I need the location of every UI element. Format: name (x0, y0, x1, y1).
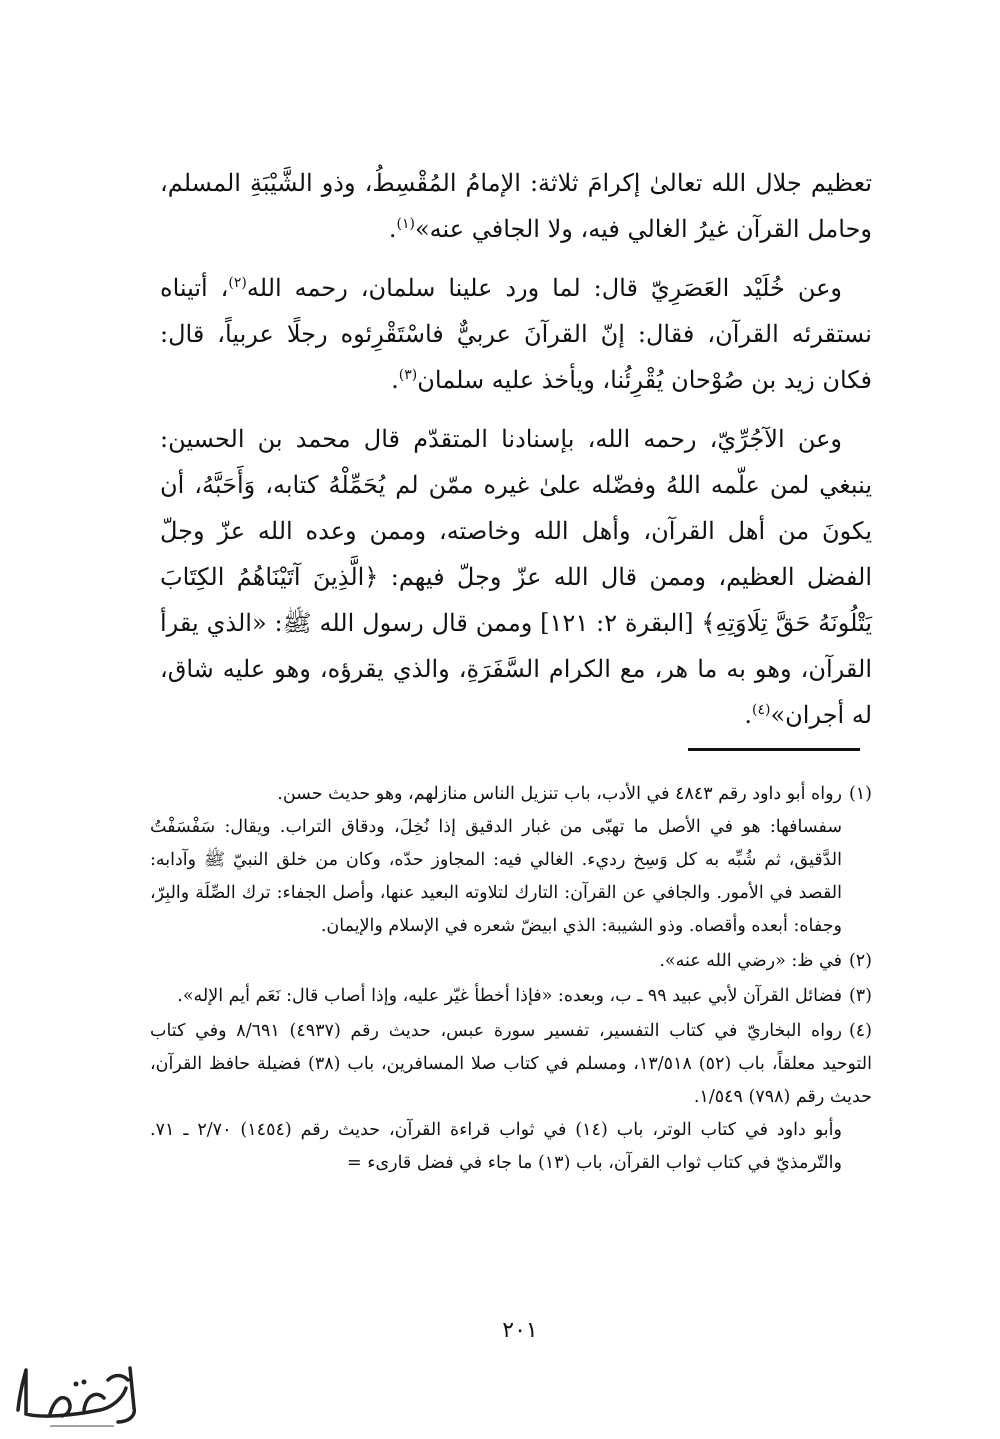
paragraph-end: . (388, 215, 397, 243)
paragraph-3 (160, 416, 872, 738)
main-text-body (160, 160, 872, 751)
calligraphy-logo (10, 1360, 145, 1432)
footnote-2 (150, 945, 872, 978)
footnote-text: رواه أبو داود رقم ٤٨٤٣ في الأدب، باب تنزيل الناس منازلهم، وهو حديث حسن. (277, 784, 842, 804)
page-number: ٢٠١ (502, 1318, 538, 1343)
footnote-number: (١) (848, 784, 872, 804)
footnote-separator (688, 748, 860, 751)
footnote-ref-1[interactable]: (١) (396, 216, 415, 232)
footnote-text: رواه البخاريّ في كتاب التفسير، تفسير سورة عبس، حديث رقم (٤٩٣٧) ٨/٦٩١ وفي كتاب التوحيد معلقاً، باب (٥٢) ١٣/٥١٨، ومسلم في كتاب صلا المسافرين، باب (٣٨) فضيلة حافظ القرآن، حديث رقم (٧٩٨) ١/٥٤٩. (150, 1021, 872, 1107)
footnote-4 (150, 1015, 872, 1180)
footnote-number: (٤) (848, 1021, 872, 1041)
footnote-text: فضائل القرآن لأبي عبيد ٩٩ ـ ب، وبعده: «فإذا أخطأ غيّر عليه، وإذا أصاب قال: نَعَم أيم الإله». (177, 986, 842, 1006)
footnote-ref-2[interactable]: (٢) (228, 275, 247, 291)
paragraph-text: ، أتيناه نستقرئه القرآن، فقال: إنّ القرآنَ عربيٌّ فاسْتَقْرِئوه رجلًا عربياً، قال: فكان زيد بن صُوْحان يُقْرِئُنا، ويأخذ عليه سلمان (160, 274, 872, 394)
paragraph-text: تعظيم جلال الله تعالىٰ إكرامَ ثلاثة: الإمامُ المُقْسِطُ، وذو الشَّيْبَةِ المسلم، وحامل القرآن غيرُ الغالي فيه، ولا الجافي عنه» (160, 169, 872, 243)
footnote-number: (٣) (848, 986, 872, 1006)
footnotes (150, 778, 872, 1182)
paragraph-end: . (391, 366, 399, 394)
footnote-text: سفسافها: هو في الأصل ما تهبّى من غبار الدقيق إذا نُخِلَ، ودقاق التراب. ويقال: سَفْسَفْتُ الدَّقيق، ثم شُبِّه به كل وَسِخ رديء. الغالي فيه: المجاوز حدّه، وكان من خلق النبيّ ﷺ وآدابه: القصد في الأمور. والجافي عن القرآن: التارك لتلاوته البعيد عنها، وأصل الجفاء: ترك الصِّلَة والبِرّ، وجفاه: أبعده وأقصاه. وذو الشيبة: الذي ابيضّ شعره في الإسلام والإيمان. (150, 817, 842, 936)
paragraph-1 (160, 160, 872, 252)
footnote-text: وأبو داود في كتاب الوتر، باب (١٤) في ثواب قراءة القرآن، حديث رقم (١٤٥٤) ٢/٧٠ ـ ٧١. والتّرمذيّ في كتاب ثواب القرآن، باب (١٣) ما جاء في فضل قارىء = (150, 1120, 842, 1173)
paragraph-text: وعن الآجُرِّيّ، رحمه الله، بإسنادنا المتقدّم قال محمد بن الحسين: ينبغي لمن علّمه اللهُ وفضّله علىٰ غيره ممّن لم يُحَمِّلْهُ كتابه، وَأَحَبَّهُ، أن يكونَ من أهل القرآن، وأهل الله وخاصته، وممن وعده الله عزّ وجلّ الفضل العظيم، وممن قال الله عزّ وجلّ فيهم: ﴿الَّذِينَ آتَيْنَاهُمُ الكِتَابَ يَتْلُونَهُ حَقَّ تِلَاوَتِهِ﴾ [البقرة ٢: ١٢١] وممن قال رسول الله ﷺ: «الذي يقرأ القرآن، وهو به ما هر، مع الكرام السَّفَرَةِ، والذي يقرؤه، وهو عليه شاق، له أجران» (160, 425, 872, 729)
footnote-text: في ظ: «رضي الله عنه». (659, 951, 842, 971)
footnote-3 (150, 980, 872, 1013)
paragraph-text: وعن خُلَيْد العَصَرِيّ قال: لما ورد علينا سلمان، رحمه الله (246, 274, 843, 302)
footnote-ref-3[interactable]: (٣) (398, 367, 418, 383)
paragraph-end: . (744, 701, 752, 729)
footnote-number: (٢) (848, 951, 872, 971)
paragraph-2 (160, 265, 872, 403)
footnote-1 (150, 778, 872, 943)
footnote-ref-4[interactable]: (٤) (752, 702, 771, 718)
